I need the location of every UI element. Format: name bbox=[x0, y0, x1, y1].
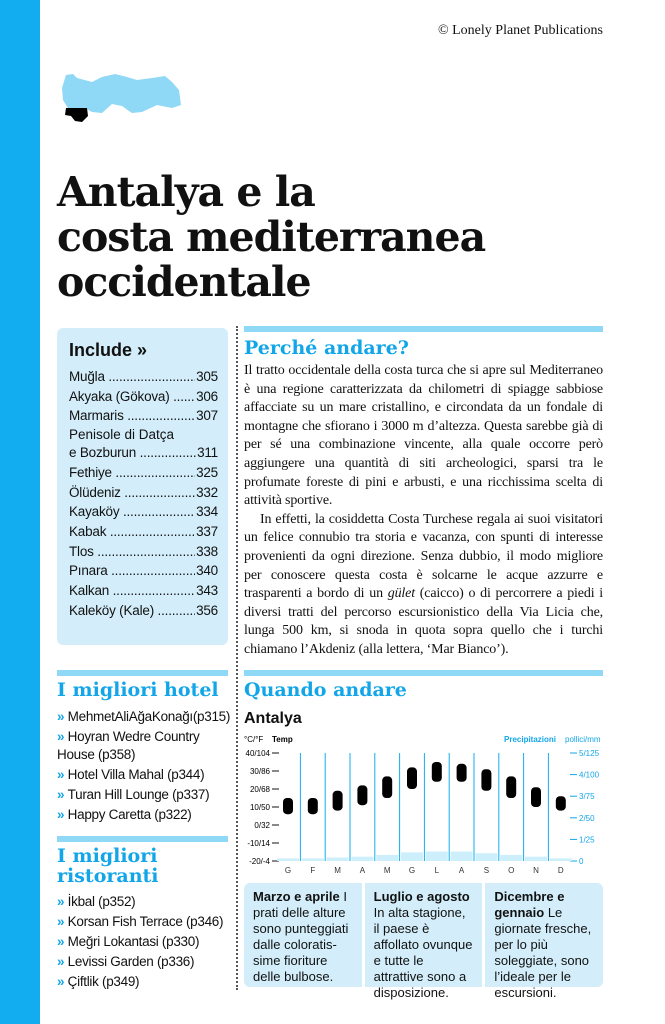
chevron-icon: » bbox=[57, 709, 68, 724]
include-item-name: Ölüdeniz ..... bbox=[69, 483, 195, 503]
month-label: A bbox=[458, 866, 465, 875]
section-bar bbox=[57, 836, 228, 842]
month-label: L bbox=[434, 866, 440, 875]
include-item[interactable] bbox=[69, 561, 218, 581]
text: (caicco) o di percorrere a piedi i diversi tratti del percorso escursionistico della Via Licia che, lunga 500 km, si snoda in quota sopra quello che i turchi chiamano l’Akdeniz (alla lettera, ‘Mar Bianco’). bbox=[244, 586, 603, 657]
precip-bar bbox=[401, 852, 423, 861]
list-item[interactable] bbox=[57, 933, 235, 951]
precip-bar bbox=[525, 857, 547, 861]
include-item-name: Kalkan ..... bbox=[69, 581, 195, 601]
list-item[interactable] bbox=[57, 728, 235, 763]
month-label: M bbox=[334, 866, 341, 875]
season-card bbox=[365, 883, 483, 1000]
month-label: G bbox=[284, 866, 292, 875]
include-item-page: 343 bbox=[196, 583, 218, 599]
chevron-icon: » bbox=[57, 914, 68, 929]
list-item[interactable] bbox=[57, 953, 235, 971]
include-item-page: 337 bbox=[196, 523, 218, 539]
list-item-label: İkbal (p352) bbox=[67, 894, 136, 909]
include-item[interactable] bbox=[69, 502, 218, 522]
include-item[interactable] bbox=[69, 542, 218, 562]
include-item-name: Tlos ..... bbox=[69, 542, 195, 562]
include-item-name: Marmaris ..... bbox=[69, 406, 195, 426]
left-tick-label: 20/68 bbox=[249, 785, 270, 794]
left-tick-label: -20/-4 bbox=[249, 857, 270, 866]
include-item-name: Kaleköy (Kale) ..... bbox=[69, 601, 195, 621]
precip-bar bbox=[500, 855, 522, 861]
include-item-page: 332 bbox=[196, 484, 218, 500]
chevron-icon: » bbox=[57, 894, 68, 909]
list-item[interactable] bbox=[57, 708, 235, 726]
chevron-icon: » bbox=[57, 806, 68, 822]
page-title bbox=[57, 170, 485, 305]
right-tick-label: 3/75 bbox=[579, 792, 595, 802]
left-axis-title: Temp bbox=[272, 735, 293, 744]
precip-bar bbox=[475, 853, 497, 861]
left-tick-label: -10/14 bbox=[247, 839, 270, 848]
list-item-label: Happy Caretta (p322) bbox=[67, 806, 192, 822]
include-item-page: 307 bbox=[196, 408, 218, 424]
left-axis-unit: °C/°F bbox=[244, 735, 264, 744]
right-tick-label: 2/50 bbox=[579, 813, 595, 823]
left-tick-label: 30/86 bbox=[249, 767, 270, 776]
climate-chart bbox=[244, 730, 605, 880]
precip-bar bbox=[451, 851, 473, 861]
precip-bar bbox=[376, 855, 398, 861]
right-tick-label: 4/100 bbox=[579, 770, 600, 780]
include-item-label: Penisole di Datça bbox=[69, 427, 175, 443]
why-text bbox=[244, 362, 603, 660]
section-bar bbox=[244, 326, 603, 332]
month-label: F bbox=[310, 866, 316, 875]
include-item-page: 305 bbox=[196, 369, 218, 384]
chevron-icon: » bbox=[57, 786, 68, 802]
chevron-icon: » bbox=[57, 974, 68, 989]
column-divider bbox=[236, 326, 238, 990]
left-tick-label: 10/50 bbox=[249, 803, 270, 812]
right-tick-label: 0 bbox=[579, 857, 584, 866]
include-item[interactable] bbox=[69, 463, 218, 483]
title-line: occidentale bbox=[57, 258, 311, 306]
season-card bbox=[485, 883, 603, 1000]
temp-range-bar bbox=[407, 767, 417, 789]
list-item-label: Levissi Garden (p336) bbox=[67, 954, 195, 969]
precip-bar bbox=[351, 857, 373, 861]
seasons bbox=[244, 883, 603, 1000]
precip-bar bbox=[302, 858, 324, 861]
restaurants-heading: I migliori ristoranti bbox=[57, 845, 159, 887]
title-line: costa mediterranea bbox=[57, 213, 486, 261]
include-item-name: Pınara ..... bbox=[69, 561, 195, 581]
month-label: M bbox=[383, 866, 391, 875]
include-item-name: Akyaka (Gökova) ..... bbox=[69, 387, 195, 407]
chevron-icon: » bbox=[57, 934, 68, 949]
copyright: © Lonely Planet Publications bbox=[437, 23, 603, 38]
hotels-heading: I migliori hotel bbox=[57, 679, 219, 701]
right-tick-label: 1/25 bbox=[579, 835, 595, 845]
list-item-label: Korsan Fish Terrace (p346) bbox=[67, 914, 224, 929]
why-heading: Perché andare? bbox=[244, 337, 409, 359]
include-item-name: Fethiye ..... bbox=[69, 463, 195, 483]
right-axis-unit: pollici/mm bbox=[565, 735, 601, 744]
temp-range-bar bbox=[357, 785, 367, 805]
restaurants-list bbox=[57, 893, 235, 993]
temp-range-bar bbox=[481, 769, 491, 791]
month-label: S bbox=[483, 866, 490, 875]
temp-range-bar bbox=[531, 787, 541, 807]
season-title: Luglio e agosto bbox=[373, 889, 470, 904]
hotels-list bbox=[57, 708, 235, 826]
when-heading: Quando andare bbox=[244, 679, 407, 701]
paragraph: Il tratto occidentale della costa turca che si apre sul Mediterraneo è una regione caratterizzata da chilometri di spiagge sabbiose affacciate su un mare cristallino, e circondata da un fondale di montagne che sfiorano i 3000 m d’altezza. Questa sarebbe già di per sé una combinazione vincente, alla quale occorre però aggiungere una quantità di siti archeologici, sparsi tra le profumate foreste di pini e arbusti, e una ricchissima scelta di attività sportive. bbox=[244, 363, 603, 509]
list-item[interactable] bbox=[57, 766, 235, 784]
month-label: N bbox=[533, 866, 539, 875]
list-item-label: MehmetAliAğaKonağı(p315) bbox=[67, 709, 231, 724]
season-title: Marzo e aprile bbox=[253, 889, 340, 904]
season-text: Le giornate fresche, per lo più soleggiate, sono l’ideale per le escursioni. bbox=[494, 905, 592, 1000]
chevron-icon: » bbox=[57, 954, 68, 969]
text: In effetti, la cosiddetta Costa Turchese regala ai suoi visitatori un felice connubio tra storia e vacanza, con spunti di interesse provenienti da ogni direzione. Senza dubbio, il modo migliore per conoscere questa costa è solcarne le acque azzurre e trasparenti a bordo di un bbox=[244, 511, 603, 602]
edge-stripe bbox=[0, 0, 40, 1024]
month-label: D bbox=[557, 866, 564, 875]
temp-range-bar bbox=[333, 791, 343, 811]
include-item[interactable] bbox=[69, 483, 218, 503]
title-line: Antalya e la bbox=[57, 168, 315, 216]
temp-range-bar bbox=[432, 762, 442, 782]
chevron-icon: » bbox=[57, 766, 68, 782]
include-item[interactable] bbox=[69, 601, 218, 621]
season-title: Dicembre e gennaio bbox=[494, 889, 565, 920]
list-item[interactable] bbox=[57, 806, 235, 824]
chevron-icon: » bbox=[57, 729, 68, 744]
season-card bbox=[244, 883, 362, 987]
left-tick-label: 40/104 bbox=[245, 749, 270, 758]
month-label: G bbox=[408, 866, 416, 875]
precip-bar bbox=[277, 858, 299, 861]
include-item[interactable] bbox=[69, 443, 218, 463]
include-item-name: Muğla ..... bbox=[69, 367, 195, 387]
include-item-name: Kabak ..... bbox=[69, 522, 195, 542]
left-tick-label: 0/32 bbox=[254, 821, 270, 830]
paragraph bbox=[244, 511, 603, 660]
section-bar bbox=[244, 670, 603, 676]
section-bar bbox=[57, 670, 228, 676]
include-item-name: e Bozburun ..... bbox=[69, 443, 196, 463]
right-axis-title: Precipitazioni bbox=[504, 735, 557, 744]
right-tick-label: 5/125 bbox=[579, 749, 600, 758]
include-item[interactable] bbox=[69, 387, 218, 407]
temp-range-bar bbox=[556, 796, 566, 810]
text-italic: gület bbox=[387, 586, 415, 602]
include-item[interactable] bbox=[69, 367, 218, 387]
include-box bbox=[57, 328, 228, 645]
month-label: A bbox=[359, 866, 366, 875]
list-item[interactable] bbox=[57, 893, 235, 911]
list-item[interactable] bbox=[57, 913, 235, 931]
turkey-map-icon bbox=[57, 68, 187, 128]
list-item-label: Hotel Villa Mahal (p344) bbox=[67, 766, 205, 782]
temp-range-bar bbox=[308, 798, 318, 814]
precip-bar bbox=[327, 858, 349, 861]
list-item[interactable] bbox=[57, 973, 235, 991]
month-label: O bbox=[508, 866, 515, 875]
list-item-label: Turan Hill Lounge (p337) bbox=[67, 786, 210, 802]
include-item-page: 306 bbox=[196, 388, 218, 404]
temp-range-bar bbox=[457, 764, 467, 782]
precip-bar bbox=[550, 858, 572, 861]
precip-bar bbox=[426, 851, 448, 861]
include-item-page: 356 bbox=[196, 602, 218, 618]
include-item-page: 338 bbox=[196, 543, 218, 559]
include-heading: Include » bbox=[69, 340, 148, 360]
season-text: In alta stagione, il paese è affollato ovunque e tutte le attrattive sono a disposizione. bbox=[373, 905, 473, 1000]
include-item-page: 334 bbox=[196, 504, 218, 520]
chart-city: Antalya bbox=[244, 710, 302, 727]
list-item-label: Çiftlik (p349) bbox=[67, 974, 140, 989]
temp-range-bar bbox=[382, 776, 392, 798]
include-item-page: 325 bbox=[196, 464, 218, 480]
include-item-name: Kayaköy ..... bbox=[69, 502, 195, 522]
temp-range-bar bbox=[506, 776, 516, 798]
include-item-page: 311 bbox=[197, 445, 218, 461]
list-item-label: Hoyran Wedre Country House (p358) bbox=[57, 729, 200, 762]
include-item[interactable] bbox=[69, 522, 218, 542]
include-item[interactable] bbox=[69, 406, 218, 426]
include-item[interactable] bbox=[69, 581, 218, 601]
list-item-label: Meğri Lokantasi (p330) bbox=[67, 934, 200, 949]
list-item[interactable] bbox=[57, 786, 235, 804]
temp-range-bar bbox=[283, 798, 293, 814]
season-text: I prati delle alture sono punteggiati dalle coloratissime fioriture delle bulbose. bbox=[253, 889, 349, 984]
include-item-page: 340 bbox=[196, 563, 218, 579]
